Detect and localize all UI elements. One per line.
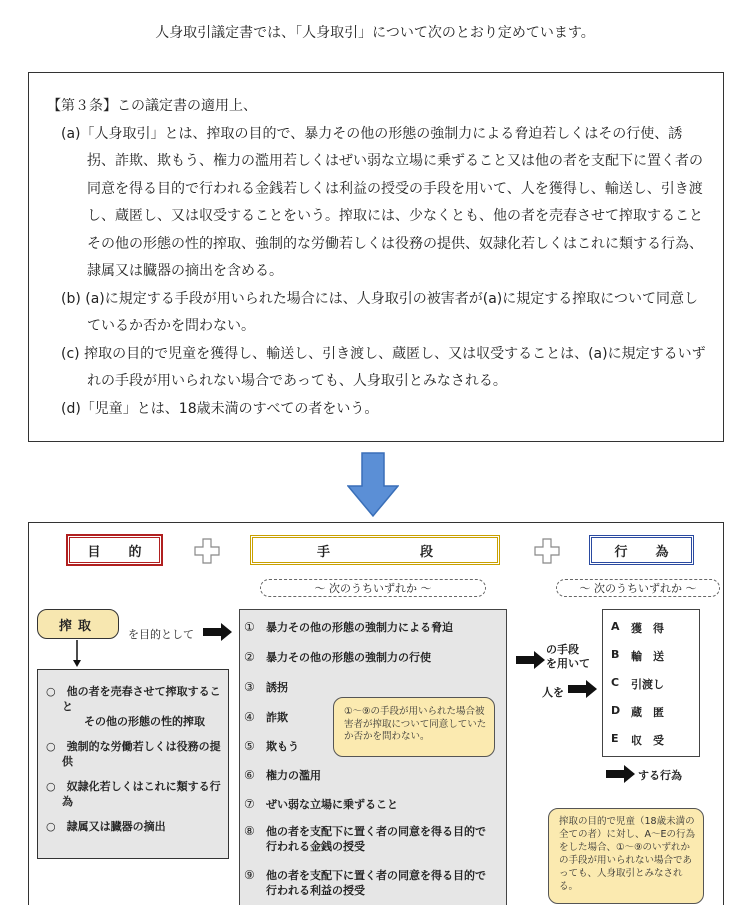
- means-item: ⑨ 他の者を支配下に置く者の同意を得る目的で 行われる利益の授受: [244, 868, 486, 897]
- plus-icon: [534, 538, 560, 564]
- act-item: A 獲 得: [611, 620, 664, 635]
- category-act: 行為: [589, 535, 694, 565]
- means-item: ④ 詐欺: [244, 710, 288, 724]
- article-3-box: [28, 72, 724, 442]
- acts-list: [602, 609, 700, 757]
- means-item: ⑧ 他の者を支配下に置く者の同意を得る目的で 行われる金銭の授受: [244, 824, 486, 853]
- category-means: 手段: [250, 535, 500, 565]
- act-item: B 輸 送: [611, 648, 664, 663]
- means-item: ⑥ 権力の濫用: [244, 768, 321, 782]
- means-item: ③ 誘拐: [244, 680, 288, 694]
- means-any-label: ～ 次のうちいずれか ～: [260, 579, 486, 597]
- right-arrow-icon: [606, 765, 636, 783]
- article-item-a: (a)「人身取引」とは、搾取の目的で、暴力その他の形態の強制力による脅迫若しくはその行使、誘拐、詐欺、欺もう、権力の濫用若しくはぜい弱な立場に乗ずること又は他の者を支配下に置く者の同意を得る目的で行われる金銭若しくは利益の授受の手段を用いて、人を獲得し、輸送し、引き渡し、蔵匿し、又は収受することをいう。搾取には、少なくとも、他の者を売春させて搾取することその他の形態の性的搾取、強制的な労働若しくは役務の提供、奴隷化若しくはこれに類する行為、隷属又は臓器の摘出を含める。: [61, 125, 703, 279]
- exploitation-pill: 搾取: [37, 609, 119, 639]
- list-item: ○ 他の者を売春させて搾取すること その他の形態の性的搾取: [46, 685, 221, 728]
- means-list: [239, 609, 507, 905]
- act-result-text: する行為: [638, 769, 682, 782]
- means-consent-note: ①～⑨の手段が用いられた場合被害者が搾取について同意していたか否かを問わない。: [333, 697, 495, 757]
- means-item: ② 暴力その他の形態の強制力の行使: [244, 650, 431, 664]
- act-item: D 蔵 匿: [611, 704, 664, 719]
- means-item: ⑦ ぜい弱な立場に乗ずること: [244, 797, 398, 811]
- right-arrow-icon: [203, 623, 233, 641]
- right-arrow-icon: [516, 651, 546, 669]
- article-head: 【第３条】この議定書の適用上、: [47, 98, 257, 114]
- child-note: 搾取の目的で児童（18歳未満の全ての者）に対し、A～Eの行為をした場合、①～⑨のいずれかの手段が用いられない場合であっても、人身取引とみなされる。: [548, 808, 704, 904]
- list-item: ○ 強制的な労働若しくは役務の提供: [46, 740, 221, 768]
- act-item: E 収 受: [611, 732, 664, 747]
- acts-any-label: ～ 次のうちいずれか ～: [556, 579, 720, 597]
- list-item: ○ 隷属又は臓器の摘出: [46, 820, 166, 833]
- intro-text: 人身取引議定書では、「人身取引」について次のとおり定めています。: [155, 25, 595, 41]
- list-item: ○ 奴隷化若しくはこれに類する行為: [46, 780, 221, 808]
- article-item-c: (c) 搾取の目的で児童を獲得し、輸送し、引き渡し、蔵匿し、又は収受することは、(a)に規定するいずれの手段が用いられない場合であっても、人身取引とみなされる。: [61, 345, 706, 389]
- person-text: 人を: [542, 686, 564, 699]
- trafficking-diagram: [28, 522, 724, 905]
- act-item: C 引渡し: [611, 676, 664, 691]
- means-item: ⑤ 欺もう: [244, 739, 299, 753]
- means-item: ① 暴力その他の形態の強制力による脅迫: [244, 620, 453, 634]
- category-purpose: 目的: [67, 535, 162, 565]
- article-item-b: (b) (a)に規定する手段が用いられた場合には、人身取引の被害者が(a)に規定する搾取について同意しているか否かを問わない。: [61, 290, 698, 334]
- using-means-text: の手段 を用いて: [546, 643, 590, 670]
- plus-icon: [194, 538, 220, 564]
- right-arrow-icon: [568, 680, 598, 698]
- down-arrow-icon: [347, 452, 399, 518]
- down-small-arrow-icon: [72, 640, 82, 668]
- article-item-d: (d)「児童」とは、18歳未満のすべての者をいう。: [61, 400, 379, 417]
- purpose-text: を目的として: [128, 628, 194, 641]
- exploitation-list: [37, 669, 229, 859]
